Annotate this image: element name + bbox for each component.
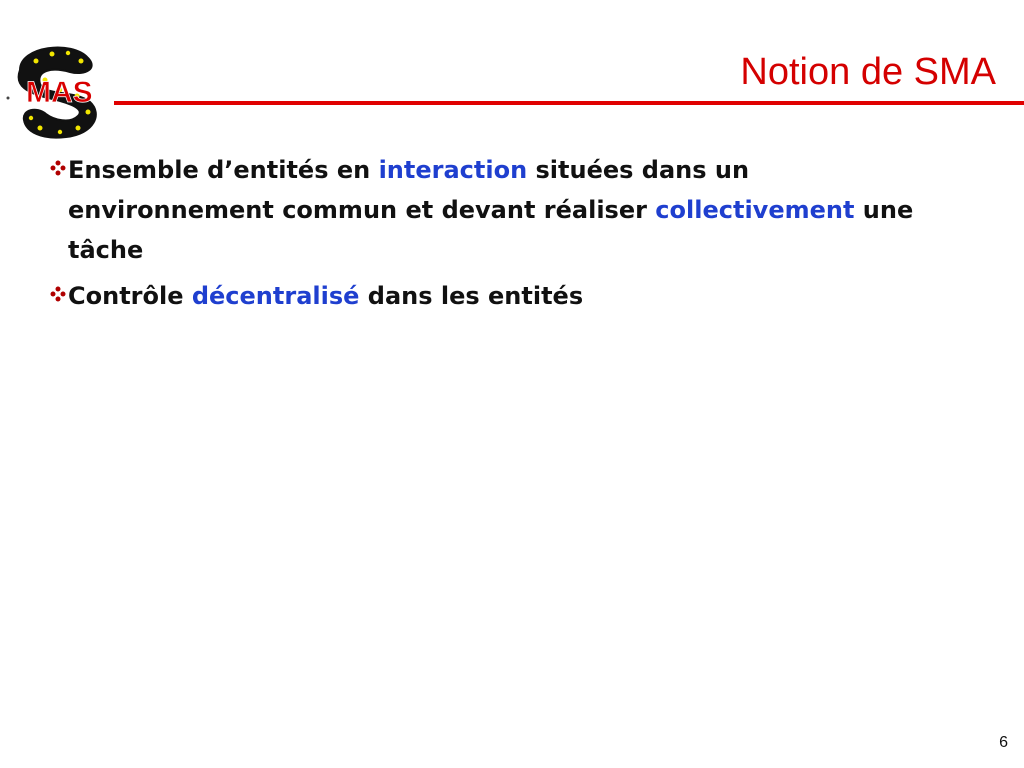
bullet-1-text-start: Ensemble d’entités en: [68, 156, 379, 184]
diamond-bullet-icon: [50, 160, 66, 176]
highlight-decentralise: décentralisé: [191, 282, 360, 310]
bullet-2-text-end: dans les entités: [359, 282, 584, 310]
bullet-2-text-start: Contrôle: [68, 282, 192, 310]
highlight-collectivement: collectivement: [655, 196, 855, 224]
bullet-list: [50, 150, 930, 322]
bullet-1-text-middle: situées dans un environnement commun et devant réaliser: [68, 156, 750, 224]
bullet-item-1: [50, 150, 930, 270]
bullet-item-2: [50, 276, 930, 316]
bullet-1-text-end: une tâche: [68, 196, 914, 264]
page-number: 6: [999, 734, 1008, 751]
highlight-interaction: interaction: [378, 156, 528, 184]
mas-logo: [2, 36, 122, 142]
title-underline: [114, 101, 1024, 105]
svg-text:MAS: MAS: [26, 76, 93, 109]
slide-title: Notion de SMA: [740, 51, 996, 93]
diamond-bullet-icon: [50, 286, 66, 302]
